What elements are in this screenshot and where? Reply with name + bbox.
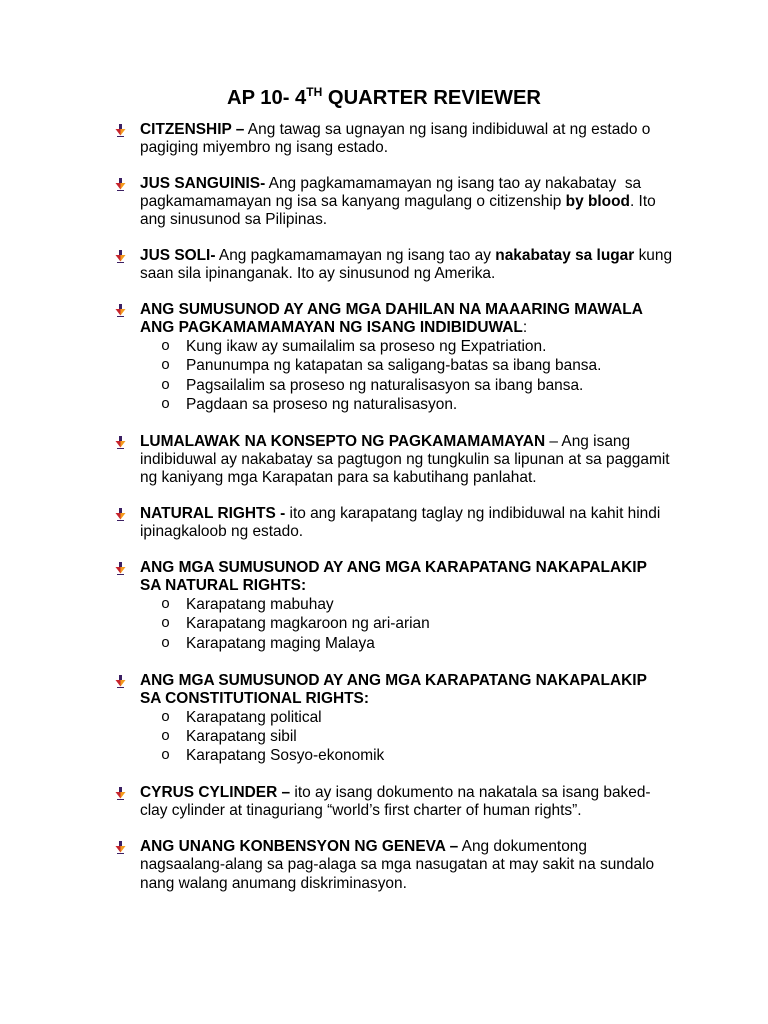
sub-list-item	[0, 376, 768, 395]
title-superscript: TH	[306, 85, 323, 99]
sub-bullet-marker: o	[161, 376, 171, 394]
sub-list	[0, 595, 768, 654]
arrow-bullet-icon	[115, 675, 126, 688]
term-text: JUS SANGUINIS-	[140, 175, 266, 193]
sub-list-item	[0, 337, 768, 356]
list-item-line	[0, 265, 768, 283]
sub-bullet-marker: o	[161, 727, 171, 745]
list-item-line	[0, 856, 768, 874]
arrow-bullet-glyph	[115, 250, 126, 263]
arrow-bullet-icon	[115, 304, 126, 317]
arrow-bullet-glyph	[115, 178, 126, 191]
list-item	[0, 121, 768, 157]
sub-list-item	[0, 727, 768, 746]
arrow-bullet-glyph	[115, 436, 126, 449]
definition-text: pagkamamamayan ng isa sa kanyang magulang o citizenship	[140, 193, 566, 211]
list-item-line	[0, 875, 768, 893]
term-text: nakabatay sa lugar	[495, 247, 635, 265]
sub-list-item-text: Karapatang maging Malaya	[186, 634, 375, 652]
arrow-bullet-glyph	[115, 787, 126, 800]
arrow-bullet-icon	[115, 841, 126, 854]
sub-list-item	[0, 708, 768, 727]
definition-text: indibiduwal ay nakabatay sa pagtugon ng tungkulin sa lipunan at sa paggamit	[140, 451, 670, 469]
sub-list-item-text: Kung ikaw ay sumailalim sa proseso ng Expatriation.	[186, 338, 547, 356]
term-text: SA CONSTITUTIONAL RIGHTS:	[140, 689, 369, 707]
sub-bullet-marker: o	[161, 634, 171, 652]
list-item-line	[0, 802, 768, 820]
term-text: ANG UNANG KONBENSYON NG GENEVA –	[140, 838, 459, 856]
sub-list	[0, 708, 768, 767]
term-text: LUMALAWAK NA KONSEPTO NG PAGKAMAMAMAYAN	[140, 433, 546, 451]
list-item	[0, 559, 768, 654]
sub-list-item	[0, 746, 768, 765]
definition-text: Ang tawag sa ugnayan ng isang indibiduwal at ng estado o	[244, 121, 651, 138]
sub-list-item-text: Karapatang political	[186, 708, 322, 726]
sub-list-item	[0, 595, 768, 614]
definition-text: Ang pagkamamamayan ng isang tao ay	[215, 247, 496, 265]
list-item-line	[0, 319, 768, 337]
term-text: ANG MGA SUMUSUNOD AY ANG MGA KARAPATANG NAKAPALAKIP	[140, 671, 647, 689]
definition-text: ng kaniyang mga Karapatan para sa kabutihang panlahat.	[140, 469, 537, 487]
term-text: ANG PAGKAMAMAMAYAN NG ISANG INDIBIDUWAL	[140, 319, 523, 337]
term-text: ANG MGA SUMUSUNOD AY ANG MGA KARAPATANG NAKAPALAKIP	[140, 559, 647, 577]
definition-text: saan sila ipinanganak. Ito ay sinusunod ng Amerika.	[140, 265, 496, 283]
list-item	[0, 433, 768, 487]
arrow-bullet-glyph	[115, 124, 126, 137]
definition-text: Ang pagkamamamayan ng isang tao ay nakabatay sa	[265, 175, 642, 193]
sub-list-item-text: Karapatang Sosyo-ekonomik	[186, 747, 385, 765]
term-text: CITZENSHIP –	[140, 121, 245, 138]
list-item-line	[0, 211, 768, 229]
reviewer-list	[0, 121, 768, 911]
sub-bullet-marker: o	[161, 708, 171, 726]
sub-list-item-text: Karapatang magkaroon ng ari-arian	[186, 615, 430, 633]
sub-list-item-text: Karapatang mabuhay	[186, 596, 334, 614]
term-text: by blood	[565, 193, 630, 211]
list-item	[0, 175, 768, 229]
arrow-bullet-icon	[115, 562, 126, 575]
arrow-bullet-icon	[115, 178, 126, 191]
page-title-text-rest: QUARTER REVIEWER	[322, 87, 542, 109]
definition-text: ipinagkaloob ng estado.	[140, 523, 304, 541]
definition-text: ito ang karapatang taglay ng indibiduwal na kahit hindi	[285, 505, 661, 523]
term-text: JUS SOLI-	[140, 247, 216, 265]
term-text: SA NATURAL RIGHTS:	[140, 577, 307, 595]
definition-text: pagiging miyembro ng isang estado.	[140, 139, 389, 157]
sub-list	[0, 337, 768, 415]
arrow-bullet-icon	[115, 508, 126, 521]
definition-text: . Ito	[629, 193, 656, 211]
arrow-bullet-icon	[115, 787, 126, 800]
sub-list-item	[0, 395, 768, 414]
list-item	[0, 505, 768, 541]
page-title-text: AP 10- 4	[226, 87, 307, 109]
sub-list-item-text: Karapatang sibil	[186, 727, 297, 745]
sub-list-item-text: Pagsailalim sa proseso ng naturalisasyon sa ibang bansa.	[186, 376, 584, 394]
list-item-line	[0, 451, 768, 469]
list-item	[0, 838, 768, 892]
arrow-bullet-glyph	[115, 508, 126, 521]
arrow-bullet-icon	[115, 436, 126, 449]
arrow-bullet-glyph	[115, 841, 126, 854]
list-item-line	[0, 577, 768, 595]
term-text: CYRUS CYLINDER –	[140, 784, 291, 802]
list-item	[0, 247, 768, 283]
definition-text: – Ang isang	[545, 433, 631, 451]
list-item-line	[0, 523, 768, 541]
definition-text: nagsaalang-alang sa pag-alaga sa mga nasugatan at may sakit na sundalo	[140, 856, 655, 874]
sub-bullet-marker: o	[161, 747, 171, 765]
arrow-bullet-glyph	[115, 675, 126, 688]
list-item-line	[0, 690, 768, 708]
sub-bullet-marker: o	[161, 395, 171, 413]
definition-text: :	[522, 319, 528, 337]
arrow-bullet-glyph	[115, 562, 126, 575]
list-item	[0, 301, 768, 415]
arrow-bullet-icon	[115, 250, 126, 263]
sub-bullet-marker: o	[161, 357, 171, 375]
definition-text: nang walang anumang diskriminasyon.	[140, 874, 407, 892]
definition-text: ito ay isang dokumento na nakatala sa isang baked-	[290, 784, 651, 802]
list-item-line	[0, 469, 768, 487]
sub-list-item-text: Panunumpa ng katapatan sa saligang-batas sa ibang bansa.	[186, 357, 602, 375]
sub-bullet-marker: o	[161, 615, 171, 633]
list-item	[0, 784, 768, 820]
sub-bullet-marker: o	[161, 596, 171, 614]
definition-text: ang sinusunod sa Pilipinas.	[140, 211, 328, 229]
definition-text: kung	[634, 247, 673, 265]
page-title	[0, 86, 768, 110]
sub-list-item-text: Pagdaan sa proseso ng naturalisasyon.	[186, 395, 458, 413]
arrow-bullet-glyph	[115, 304, 126, 317]
definition-text: Ang dokumentong	[458, 838, 587, 856]
term-text: NATURAL RIGHTS -	[140, 505, 286, 523]
list-item-line	[0, 193, 768, 211]
term-text: ANG SUMUSUNOD AY ANG MGA DAHILAN NA MAAARING MAWALA	[140, 301, 643, 319]
list-item	[0, 672, 768, 767]
sub-list-item	[0, 634, 768, 653]
arrow-bullet-icon	[115, 124, 126, 137]
sub-list-item	[0, 356, 768, 375]
sub-list-item	[0, 614, 768, 633]
list-item-line	[0, 139, 768, 157]
definition-text: clay cylinder at tinaguriang “world’s first charter of human rights”.	[140, 802, 582, 820]
sub-bullet-marker: o	[161, 338, 171, 356]
